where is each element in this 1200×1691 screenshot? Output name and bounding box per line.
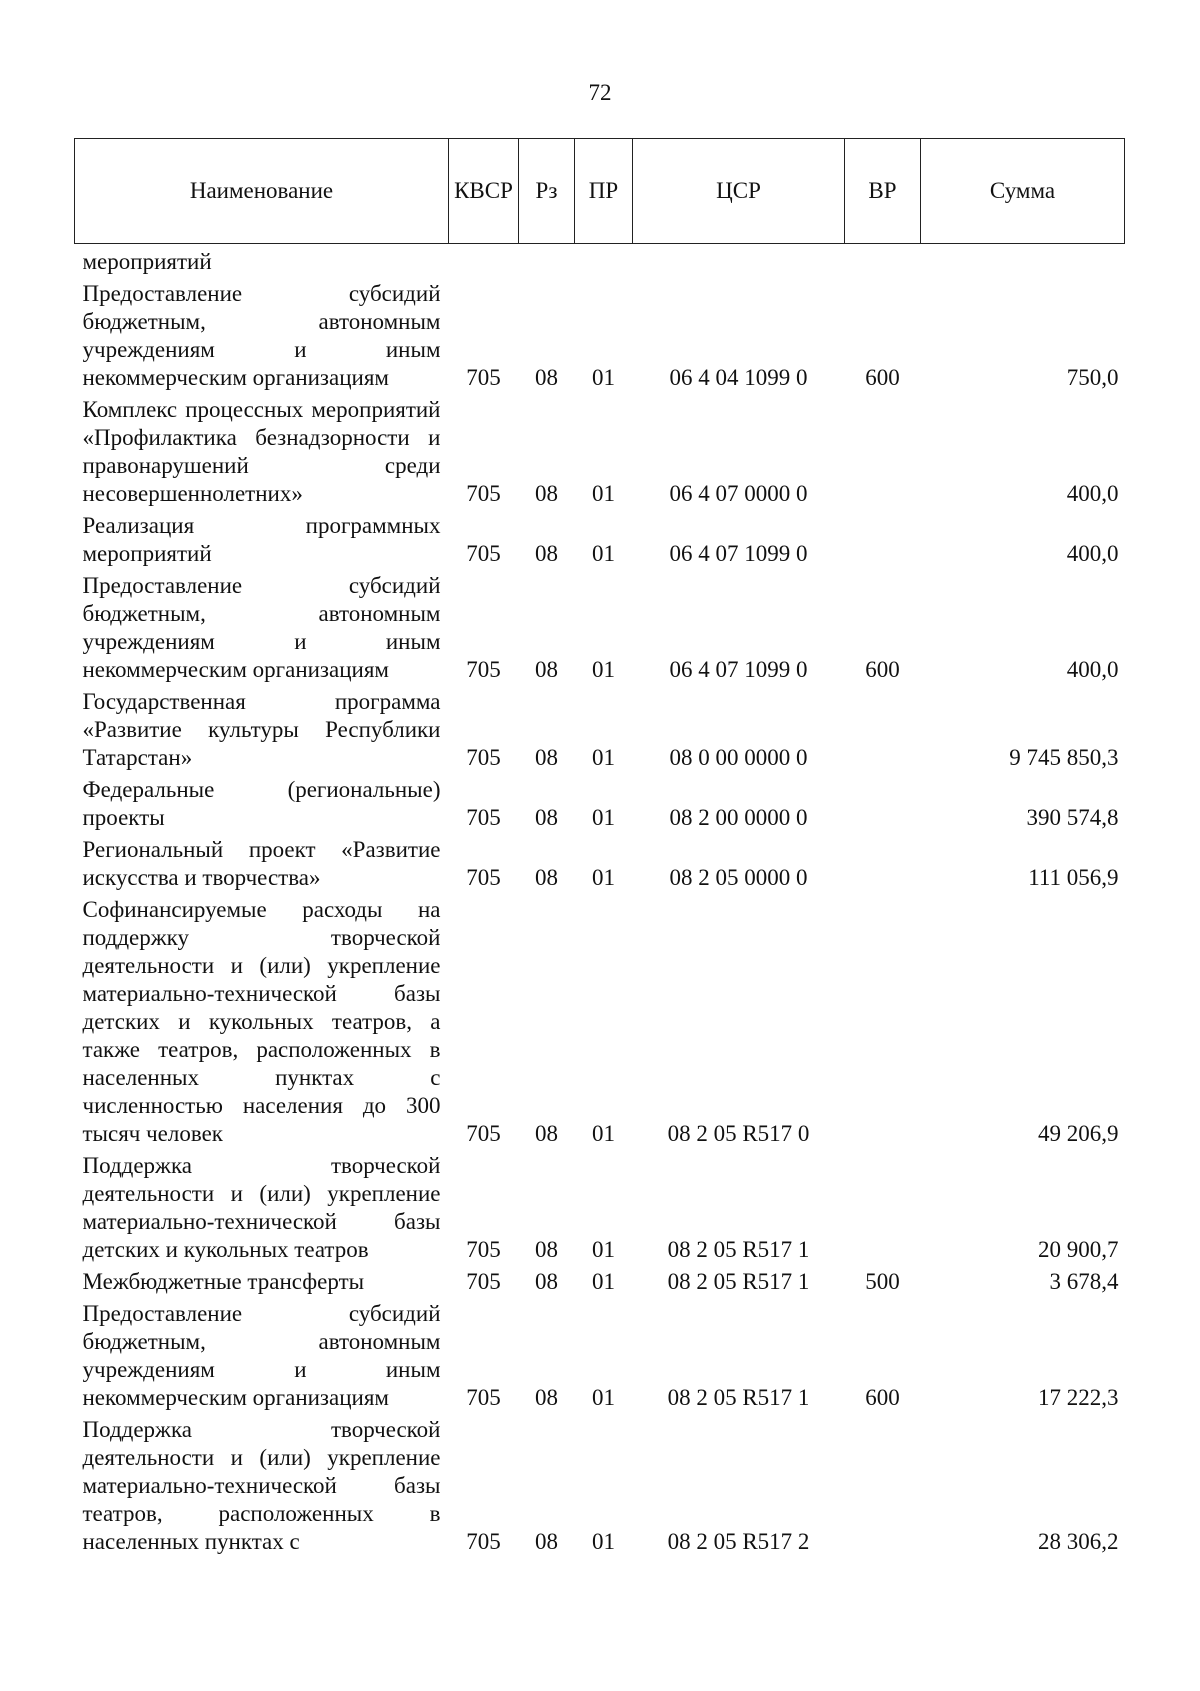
- row-name: Реализация программных мероприятий: [82, 513, 441, 566]
- row-kvsr: 705: [466, 1269, 501, 1294]
- row-kvsr: 705: [466, 657, 501, 682]
- row-vr: 500: [865, 1269, 900, 1294]
- row-vr: [845, 512, 921, 572]
- row-name: Государственная программа «Развитие культуры Республики Татарстан»: [82, 689, 441, 770]
- row-pr: 01: [592, 1529, 615, 1554]
- row-csr: 08 2 05 R517 1: [667, 1385, 810, 1410]
- row-pr: 01: [592, 657, 615, 682]
- page-number: 72: [588, 80, 612, 105]
- row-rz: 08: [535, 1529, 558, 1554]
- row-name: Предоставление субсидий бюджетным, автономным учреждениям и иным некоммерческим организациям: [82, 281, 441, 390]
- row-sum: 9 745 850,3: [1009, 745, 1119, 770]
- row-vr: 600: [865, 1385, 900, 1410]
- table-row: [75, 512, 1125, 572]
- row-vr: [845, 836, 921, 896]
- row-name: мероприятий: [82, 249, 212, 274]
- row-csr: 08 2 05 0000 0: [669, 865, 808, 890]
- table-row: [75, 1268, 1125, 1300]
- table-row: [75, 280, 1125, 396]
- row-name: Предоставление субсидий бюджетным, автономным учреждениям и иным некоммерческим организациям: [82, 1301, 441, 1410]
- row-vr: [845, 776, 921, 836]
- table-row: [75, 1416, 1125, 1560]
- header-csr: ЦСР: [633, 139, 845, 244]
- header-kvsr: КВСР: [449, 139, 519, 244]
- row-kvsr: 705: [466, 481, 501, 506]
- row-rz: 08: [535, 1237, 558, 1262]
- table-row: [75, 1300, 1125, 1416]
- table-row: [75, 572, 1125, 688]
- row-pr: 01: [592, 805, 615, 830]
- row-name: Софинансируемые расходы на поддержку творческой деятельности и (или) укрепление материально-технической базы детских и кукольных театров, а также театров, расположенных в населенных пунктах с численностью населения до 300 тысяч человек: [82, 897, 441, 1146]
- row-pr: 01: [592, 481, 615, 506]
- row-rz: 08: [535, 745, 558, 770]
- row-name: Поддержка творческой деятельности и (или) укрепление материально-технической базы театров, расположенных в населенных пунктах с: [82, 1417, 441, 1554]
- header-row: [75, 139, 1125, 244]
- row-kvsr: 705: [466, 541, 501, 566]
- table-row: [75, 1152, 1125, 1268]
- row-csr: [633, 244, 845, 281]
- row-sum: [921, 244, 1125, 281]
- row-rz: 08: [535, 365, 558, 390]
- row-rz: 08: [535, 805, 558, 830]
- row-csr: 08 2 00 0000 0: [669, 805, 808, 830]
- row-pr: 01: [592, 1121, 615, 1146]
- row-csr: 08 2 05 R517 1: [667, 1269, 810, 1294]
- row-csr: 06 4 07 1099 0: [669, 657, 808, 682]
- row-pr: 01: [592, 365, 615, 390]
- row-vr: [845, 1152, 921, 1268]
- row-pr: 01: [592, 1237, 615, 1262]
- row-sum: 400,0: [1066, 657, 1119, 682]
- row-name: Региональный проект «Развитие искусства и творчества»: [82, 837, 441, 890]
- row-sum: 49 206,9: [1038, 1121, 1119, 1146]
- row-sum: 17 222,3: [1038, 1385, 1119, 1410]
- row-pr: 01: [592, 865, 615, 890]
- row-rz: 08: [535, 1269, 558, 1294]
- row-kvsr: 705: [466, 865, 501, 890]
- row-csr: 06 4 07 0000 0: [669, 481, 808, 506]
- row-kvsr: 705: [466, 805, 501, 830]
- row-vr: [845, 896, 921, 1152]
- header-pr: ПР: [575, 139, 633, 244]
- row-kvsr: 705: [466, 1121, 501, 1146]
- row-name: Комплекс процессных мероприятий «Профилактика безнадзорности и правонарушений среди несовершеннолетних»: [82, 397, 441, 506]
- row-sum: 111 056,9: [1028, 865, 1119, 890]
- row-vr: [845, 244, 921, 281]
- header-sum: Сумма: [921, 139, 1125, 244]
- row-sum: 400,0: [1066, 481, 1119, 506]
- row-pr: 01: [592, 745, 615, 770]
- row-sum: 28 306,2: [1038, 1529, 1119, 1554]
- row-sum: 20 900,7: [1038, 1237, 1119, 1262]
- row-rz: 08: [535, 865, 558, 890]
- row-name: Поддержка творческой деятельности и (или) укрепление материально-технической базы детских и кукольных театров: [82, 1153, 441, 1262]
- row-rz: 08: [535, 657, 558, 682]
- row-kvsr: 705: [466, 365, 501, 390]
- row-sum: 390 574,8: [1026, 805, 1119, 830]
- row-csr: 06 4 07 1099 0: [669, 541, 808, 566]
- row-rz: 08: [535, 1121, 558, 1146]
- table-row: [75, 896, 1125, 1152]
- row-rz: 08: [535, 541, 558, 566]
- row-name: Предоставление субсидий бюджетным, автономным учреждениям и иным некоммерческим организациям: [82, 573, 441, 682]
- row-rz: 08: [535, 1385, 558, 1410]
- header-vr: ВР: [845, 139, 921, 244]
- row-rz: [519, 244, 575, 281]
- row-pr: 01: [592, 1269, 615, 1294]
- table-row: [75, 776, 1125, 836]
- row-kvsr: [449, 244, 519, 281]
- table-row: [75, 396, 1125, 512]
- row-pr: [575, 244, 633, 281]
- header-name: Наименование: [75, 139, 449, 244]
- row-vr: 600: [865, 657, 900, 682]
- row-kvsr: 705: [466, 1529, 501, 1554]
- header-rz: Рз: [519, 139, 575, 244]
- row-name: Межбюджетные трансферты: [82, 1269, 365, 1294]
- row-vr: [845, 396, 921, 512]
- row-rz: 08: [535, 481, 558, 506]
- row-sum: 400,0: [1066, 541, 1119, 566]
- table-row: [75, 688, 1125, 776]
- row-csr: 08 0 00 0000 0: [669, 745, 808, 770]
- row-csr: 08 2 05 R517 1: [667, 1237, 810, 1262]
- row-csr: 08 2 05 R517 0: [667, 1121, 810, 1146]
- row-pr: 01: [592, 1385, 615, 1410]
- row-vr: 600: [865, 365, 900, 390]
- row-pr: 01: [592, 541, 615, 566]
- row-kvsr: 705: [466, 1385, 501, 1410]
- row-kvsr: 705: [466, 1237, 501, 1262]
- row-sum: 3 678,4: [1049, 1269, 1119, 1294]
- row-vr: [845, 688, 921, 776]
- row-kvsr: 705: [466, 745, 501, 770]
- row-vr: [845, 1416, 921, 1560]
- table-row: [75, 836, 1125, 896]
- table-row: [75, 244, 1125, 281]
- budget-table: [74, 138, 1125, 1560]
- row-csr: 06 4 04 1099 0: [669, 365, 808, 390]
- row-csr: 08 2 05 R517 2: [667, 1529, 810, 1554]
- row-sum: 750,0: [1066, 365, 1119, 390]
- row-name: Федеральные (региональные) проекты: [82, 777, 441, 830]
